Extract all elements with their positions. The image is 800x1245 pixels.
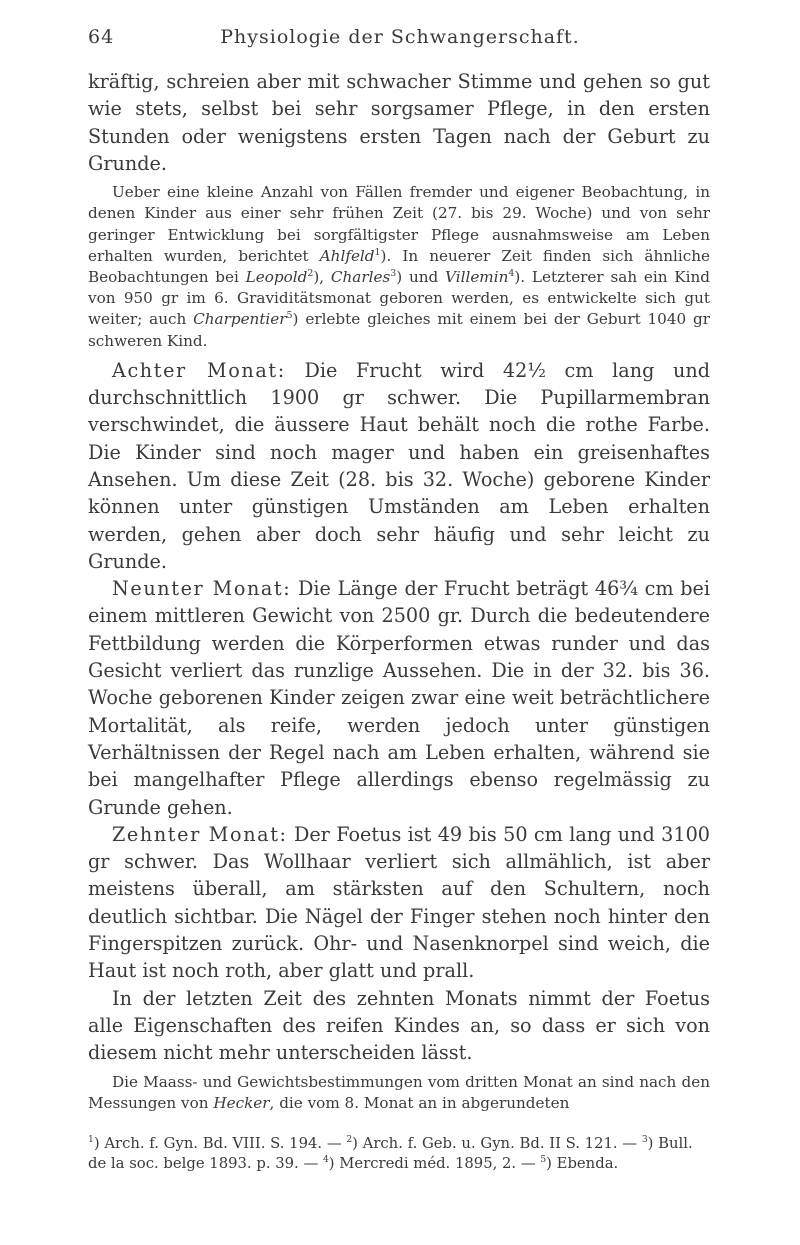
paragraph-ninth-month xyxy=(88,575,710,821)
text-span: . Letzterer sah ein Kind von 950 gr im 6. Graviditätsmonat geboren werden, es entwickelte sich gut weiter; auch xyxy=(88,268,710,329)
author-name: Charpentier xyxy=(193,310,287,329)
text-span: erlebte gleiches mit einem bei der Geburt 1040 gr schweren Kind. xyxy=(88,310,710,350)
footnote-text: Arch. f. Gyn. Bd. VIII. S. 194. — xyxy=(99,1134,347,1152)
month-heading: Zehnter Monat: xyxy=(112,822,288,846)
footnote-ref: 2 xyxy=(307,267,314,279)
footnote-number: 2 xyxy=(346,1134,353,1146)
text-span: , die vom 8. Monat an in abgerundeten xyxy=(269,1093,570,1112)
paragraph-tenth-month xyxy=(88,821,710,985)
footnote-ref: 3 xyxy=(390,267,397,279)
footnote-ref: 5 xyxy=(286,310,293,322)
text-span: Der Foetus ist 49 bis 50 cm lang und 3100 gr schwer. Das Wollhaar verliert sich allmählich, ist aber meistens überall, am stärksten auf den Schultern, noch deutlich sichtbar. Die Nägel der Finger stehen noch hinter den Fingerspitzen zurück. Ohr- und Nasenknorpel sind weich, die Haut ist noch roth, aber glatt und prall. xyxy=(88,822,710,983)
paragraph-measurements xyxy=(88,1072,710,1114)
author-name: Hecker xyxy=(213,1093,270,1112)
paragraph-eighth-month xyxy=(88,357,710,575)
month-heading: Achter Monat: xyxy=(112,358,286,382)
text-span: Die Maass- und Gewichtsbestimmungen vom dritten Monat an sind nach den Messungen von xyxy=(88,1072,710,1112)
body-text xyxy=(88,68,710,1173)
text-span: Die Länge der Frucht beträgt 46¾ cm bei einem mittleren Gewicht von 2500 gr. Durch die bedeutendere Fettbildung werden die Körperformen etwas runder und das Gesicht verliert das runzlige Aussehen. Die in der 32. bis 36. Woche geborenen Kinder zeigen zwar eine weit beträchtlichere Mortalität, als reife, werden jedoch unter günstigen Verhältnissen der Regel nach am Leben erhalten, während sie bei mangelhafter Pflege allerdings ebenso regelmässig zu Grunde gehen. xyxy=(88,577,710,819)
footnote-ref: 1 xyxy=(374,246,381,258)
text-span: , xyxy=(319,268,331,286)
footnote-text: Arch. f. Geb. u. Gyn. Bd. II S. 121. — xyxy=(357,1134,642,1152)
author-name: Villemin xyxy=(445,268,509,286)
footnote-number: 4 xyxy=(322,1153,329,1165)
author-name: Ahlfeld xyxy=(319,246,375,265)
footnote-text: Mercredi méd. 1895, 2. — xyxy=(334,1154,541,1172)
author-name: Charles xyxy=(330,268,391,286)
text-span: Die Frucht wird 42½ cm lang und durchschnittlich 1900 gr schwer. Die Pupillarmembran verschwindet, die äussere Haut behält noch die rothe Farbe. Die Kinder sind noch mager und haben ein greisenhaftes Ansehen. Um diese Zeit (28. bis 32. Woche) geborene Kinder können unter günstigen Umständen am Leben erhalten werden, gehen aber doch sehr häufig und sehr leicht zu Grunde. xyxy=(88,358,710,573)
footnote-number: 1 xyxy=(88,1134,94,1146)
footnotes: $^1$) Arch. f. Gyn. Bd. VIII. S. 194. — $^2$) Arch. f. Geb. u. Gyn. Bd. II S. 121. — $^3$) Bull. de la soc. belge 1893. p. 39. — $^4$) Mercredi méd. 1895, 2. — $^5$) Ebenda. xyxy=(88,1134,693,1172)
author-name: Leopold xyxy=(245,268,308,286)
paragraph-final: In der letzten Zeit des zehnten Monats nimmt der Foetus alle Eigenschaften des reifen Kindes an, so dass er sich von diesem nicht mehr unterscheiden lässt. xyxy=(88,986,710,1065)
footnote-number: 3 xyxy=(641,1134,648,1146)
footnote-text: Ebenda. xyxy=(551,1154,619,1172)
paragraph-small-print: Ueber eine kleine Anzahl von Fällen fremder und eigener Beobachtung, in denen Kinder aus einer sehr frühen Zeit (27. bis 29. Woche) und von sehr geringer Entwicklung bei sorgfältigster Pflege ausnahmsweise am Leben erhalten wurden, berichtet Ahlfeld$^1$). In neuerer Zeit finden sich ähnliche Beobachtungen bei Leopold$^2$), Charles$^3$) und Villemin$^4$). Letzterer sah ein Kind von 950 gr im 6. Graviditätsmonat geboren werden, es entwickelte sich gut weiter; auch Charpentier$^5$) erlebte gleiches mit einem bei der Geburt 1040 gr schweren Kind. xyxy=(88,183,711,350)
paragraph-continuation: kräftig, schreien aber mit schwacher Stimme und gehen so gut wie stets, selbst bei sehr sorgsamer Pflege, in den ersten Stunden oder wenigstens ersten Tagen nach der Geburt zu Grunde. xyxy=(88,70,710,175)
text-span: und xyxy=(402,268,446,286)
footnote-ref: 4 xyxy=(508,267,515,279)
footnote-number: 5 xyxy=(540,1153,547,1165)
footnote-text: Bull. de la soc. belge 1893. p. 39. — xyxy=(88,1134,693,1172)
page-number: 64 xyxy=(88,26,115,48)
page-header xyxy=(88,26,712,56)
running-title: Physiologie der Schwangerschaft. xyxy=(220,26,580,48)
text-span: . In neuerer Zeit finden sich ähnliche Beobachtungen bei xyxy=(88,246,711,286)
month-heading: Neunter Monat: xyxy=(112,577,292,601)
text-span: Ueber eine kleine Anzahl von Fällen fremder und eigener Beobachtung, in denen Kinder aus einer sehr frühen Zeit (27. bis 29. Woche) und von sehr geringer Entwicklung bei sorgfältigster Pflege ausnahmsweise am Leben erhalten wurden, berichtet xyxy=(88,183,710,265)
